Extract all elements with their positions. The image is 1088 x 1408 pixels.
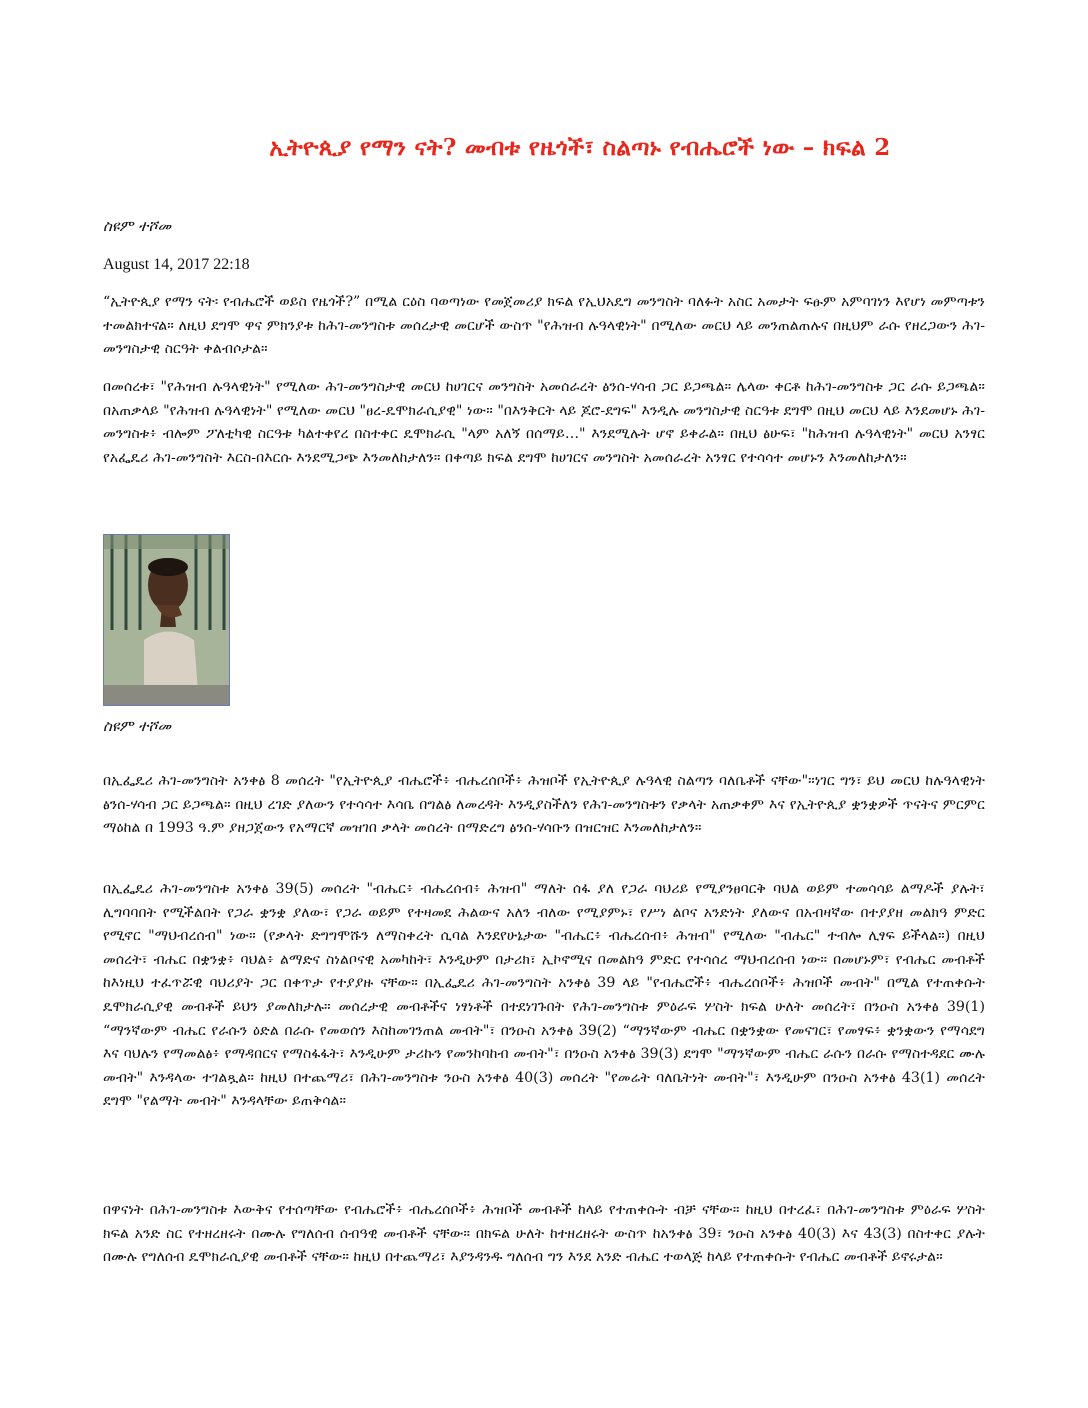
- publish-date: August 14, 2017 22:18: [103, 256, 250, 273]
- paragraph-2: በመሰረቱ፣ "የሕዝብ ሉዓላዊነት" የሚለው ሕገ-መንግስታዊ መርህ ከሀገርና መንግስት አመሰራረት ፅንሰ-ሃሳብ ጋር ይጋጫል። ሌላው ቀርቶ ከሕገ-መንግስቱ ጋር ራሱ ይጋጫል። በአጠቃላይ "የሕዝብ ሉዓላዊነት" የሚለው መርህ "ፀረ-ዴሞክራሲያዊ" ነው። "በእንቅርት ላይ ጆሮ-ደግፍ" እንዲሉ መንግስታዊ ስርዓቱ ደግሞ በዚህ መርህ ላይ እንደመሆኑ ሕገ-መንግስቱ፥ ብሎም ፖለቲካዊ ስርዓቱ ካልተቀየረ በስተቀር ዴሞክራሲ "ላም አለኝ በሰማይ…" እንደሚሉት ሆኖ ይቀራል። በዚህ ፅሁፍ፣ "ከሕዝብ ሉዓላዊነት" መርህ አንፃር የአፌዴሪ ሕገ-መንግስት እርስ-በእርሱ እንደሚጋጭ እንመለከታለን። በቀጣይ ክፍል ደግሞ ከሀገርና መንግስት አመሰራረት አንፃር የተሳሳተ መሆኑን እንመለከታለን።: [103, 379, 985, 466]
- photo-caption-author: ስዩም ተሾመ: [103, 717, 172, 735]
- paragraph-5: በዋናነት በሕገ-መንግስቱ እውቅና የተሰጣቸው የብሔሮች፥ ብሔረሰቦች፥ ሕዝቦች መብቶች ከላይ የተጠቀሱት ብቻ ናቸው። ከዚህ በተረፈ፣ በሕገ-መንግስቱ ምዕራፍ ሦስት ክፍል አንድ ስር የተዘረዘሩት በሙሉ የግለሰብ ሰብዓዊ መብቶች ናቸው። በክፍል ሁለት ከተዘረዘሩት ውስጥ ከአንቀፅ 39፣ ንዑስ አንቀፅ 40(3) እና 43(3) በስተቀር ያሉት በሙሉ የግለሰብ ዴሞክራሲያዊ መብቶች ናቸው። ከዚህ በተጨማሪ፣ እያንዳንዱ ግለሰብ ግን እንደ አንድ ብሔር ተወላጅ ከላይ የተጠቀሱት የብሔር መብቶች ይኖሩታል።: [103, 1202, 985, 1266]
- paragraph-intro: “ኢትዮጲያ የማን ናት፡ የብሔሮች ወይስ የዜጎች?” በሚል ርዕስ ባወጣነው የመጀመሪያ ክፍል የኢህአዴግ መንግስት ባለፉት አስር አመታት ፍፁም አምባገነን እየሆነ መምጣቱን ተመልክተናል። ለዚህ ደግሞ ዋና ምክንያቱ ከሕገ-መንግስቱ መሰረታዊ መርሆች ውስጥ "የሕዝብ ሉዓላዊነት" በሚለው መርህ ላይ መንጠልጠሉና በዚህም ራሱ የዘረጋውን ሕገ-መንግስታዊ ስርዓት ቀልብሶታል።: [103, 294, 985, 358]
- author-photo: [103, 534, 230, 706]
- author-byline: ስዩም ተሾመ: [103, 217, 172, 235]
- paragraph-3: በኢፌዴሪ ሕገ-መንግስት አንቀፅ 8 መሰረት "የኢትዮጲያ ብሔሮች፥ ብሔረሰቦች፥ ሕዝቦች የኢትዮጲያ ሉዓላዊ ስልጣን ባለቤቶች ናቸው"።ነገር ግን፣ ይህ መርህ ከሉዓላዊነት ፅንሰ-ሃሳብ ጋር ይጋጫል። በዚህ ረገድ ያለውን የተሳሳተ እሳቤ በግልፅ ለመረዳት እንዲያስችለን የሕገ-መንግስቱን የቃላት አጠቃቀም እና የኢትዮጲያ ቋንቋዎች ጥናትና ምርምር ማዕከል በ 1993 ዓ.ም ያዘጋጀውን የአማርኛ መዝገበ ቃላት መሰረት በማድረግ ፅንሰ-ሃሳቡን በዝርዝር እንመለከታለን።: [103, 773, 985, 837]
- article-title: ኢትዮጲያ የማን ናት? መብቱ የዜጎች፣ ስልጣኑ የብሔሮች ነው – ክፍል 2: [269, 134, 891, 161]
- paragraph-4: በኢፌዴሪ ሕገ-መንግስቱ አንቀፅ 39(5) መሰረት "ብሔር፥ ብሔረሰብ፥ ሕዝብ" ማለት ሰፋ ያለ የጋራ ባህሪይ የሚያንፀባርቅ ባህል ወይም ተመሳሳይ ልማዶች ያሉት፣ ሊግባባበት የሚችልበት የጋራ ቋንቋ ያለው፣ የጋራ ወይም የተዛመደ ሕልውና አለን ብለው የሚያምኑ፣ የሥነ ልቦና አንድነት ያለውና በአብዛኛው በተያያዘ መልክዓ ምድር የሚኖር "ማህብረሰብ" ነው። (የቃላት ድግግሞሹን ለማስቀረት ሲባል እንደየሁኔታው "ብሔር፥ ብሔረሰብ፥ ሕዝብ" የሚለው "ብሔር" ተብሎ ሊፃፍ ይችላል።) በዚህ መሰረት፣ ብሔር በቋንቋ፥ ባህል፥ ልማድና ስነልቦናዊ አመካከት፣ እንዲሁም በታሪክ፣ ኢኮኖሚና በመልክዓ ምድር የተሳሰረ ማህብረሰብ ነው። በመሆኑም፣ የብሔር መብቶች ከእነዚህ ተፈጥሯዊ ባህሪያት ጋር በቀጥታ የተያያዙ ናቸው። በኢፌዴሪ ሕገ-መንግስት አንቀፅ 39 ላይ "የብሔሮች፥ ብሔረሰቦች፥ ሕዝቦች መብት" በሚል የተጠቀሱት ዴሞክራሲያዊ መብቶች ይህን ያመለክታሉ። መሰረታዊ መብቶችና ነፃነቶች በተደነገጉበት የሕገ-መንግስቱ ምዕራፍ ሦስት ክፍል ሁለት መሰረት፣ በንዑስ አንቀፅ 39(1) “ማንኛውም ብሔር የራሱን ዕድል በራሱ የመወሰን እስከመገንጠል መብት"፣ በንዑስ አንቀፅ 39(2) “ማንኛውም ብሔር በቋንቋው የመናገር፣ የመፃፍ፥ ቋንቋውን የማሳደግ እና ባህሉን የማመልፅ፥ የማዳበርና የማስፋፋት፣ እንዲሁም ታሪኩን የመንከባከብ መብት"፣ በንዑስ አንቀፅ 39(3) ደግሞ "ማንኛውም ብሔር ራሱን በራሱ የማስተዳደር ሙሉ መብት" እንዳላው ተገልጿል። ከዚህ በተጨማሪ፣ በሕገ-መንግስቱ ንዑስ አንቀፅ 40(3) መሰረት "የመሬት ባለቤትነት መብት"፣ እንዲሁም በንዑስ አንቀፅ 43(1) መሰረት ደግሞ "የልማት መብት" እንዳላቸው ይጠቅሳል።: [103, 881, 985, 1110]
